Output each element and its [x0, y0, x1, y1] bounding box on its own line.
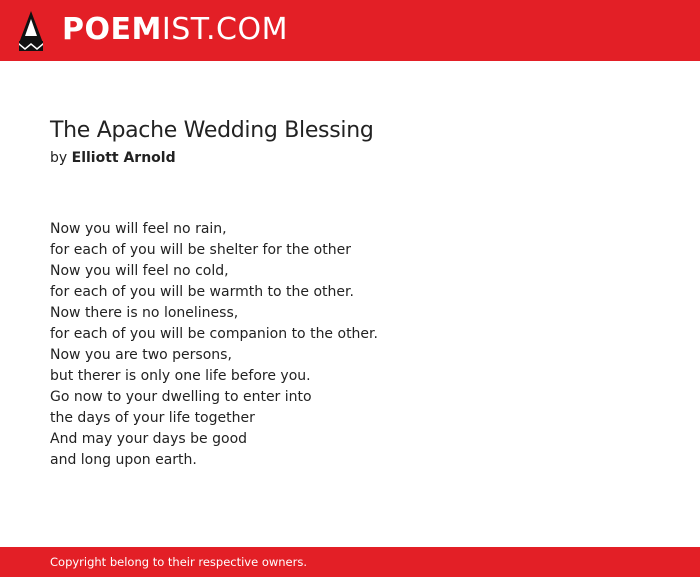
poem-line: Go now to your dwelling to enter into	[50, 389, 312, 405]
poem-title: The Apache Wedding Blessing	[50, 118, 374, 143]
site-footer	[0, 547, 700, 577]
logo-brand-light: IST.COM	[161, 12, 288, 47]
poem-line: the days of your life together	[50, 410, 255, 426]
poem-line: but therer is only one life before you.	[50, 368, 311, 384]
poem-line: for each of you will be shelter for the other	[50, 242, 351, 258]
poem-line: for each of you will be warmth to the other.	[50, 284, 354, 300]
site-header	[0, 0, 700, 61]
pencil-icon[interactable]	[18, 10, 44, 52]
poem-line: Now there is no loneliness,	[50, 305, 239, 321]
poem-line: And may your days be good	[50, 431, 248, 447]
poem-line: for each of you will be companion to the other.	[50, 326, 378, 342]
logo-brand-bold: POEM	[62, 12, 162, 47]
site-logo[interactable]	[62, 12, 288, 48]
by-label: by	[50, 150, 68, 166]
poem-line: and long upon earth.	[50, 452, 197, 468]
poem-header	[50, 116, 670, 168]
poem-line: Now you will feel no cold,	[50, 263, 229, 279]
poem-body	[50, 219, 670, 471]
poem-line: Now you will feel no rain,	[50, 221, 227, 237]
author-link[interactable]: Elliott Arnold	[71, 150, 176, 166]
copyright-text: Copyright belong to their respective owners.	[50, 555, 308, 569]
byline	[50, 148, 670, 168]
poem-line: Now you are two persons,	[50, 347, 232, 363]
